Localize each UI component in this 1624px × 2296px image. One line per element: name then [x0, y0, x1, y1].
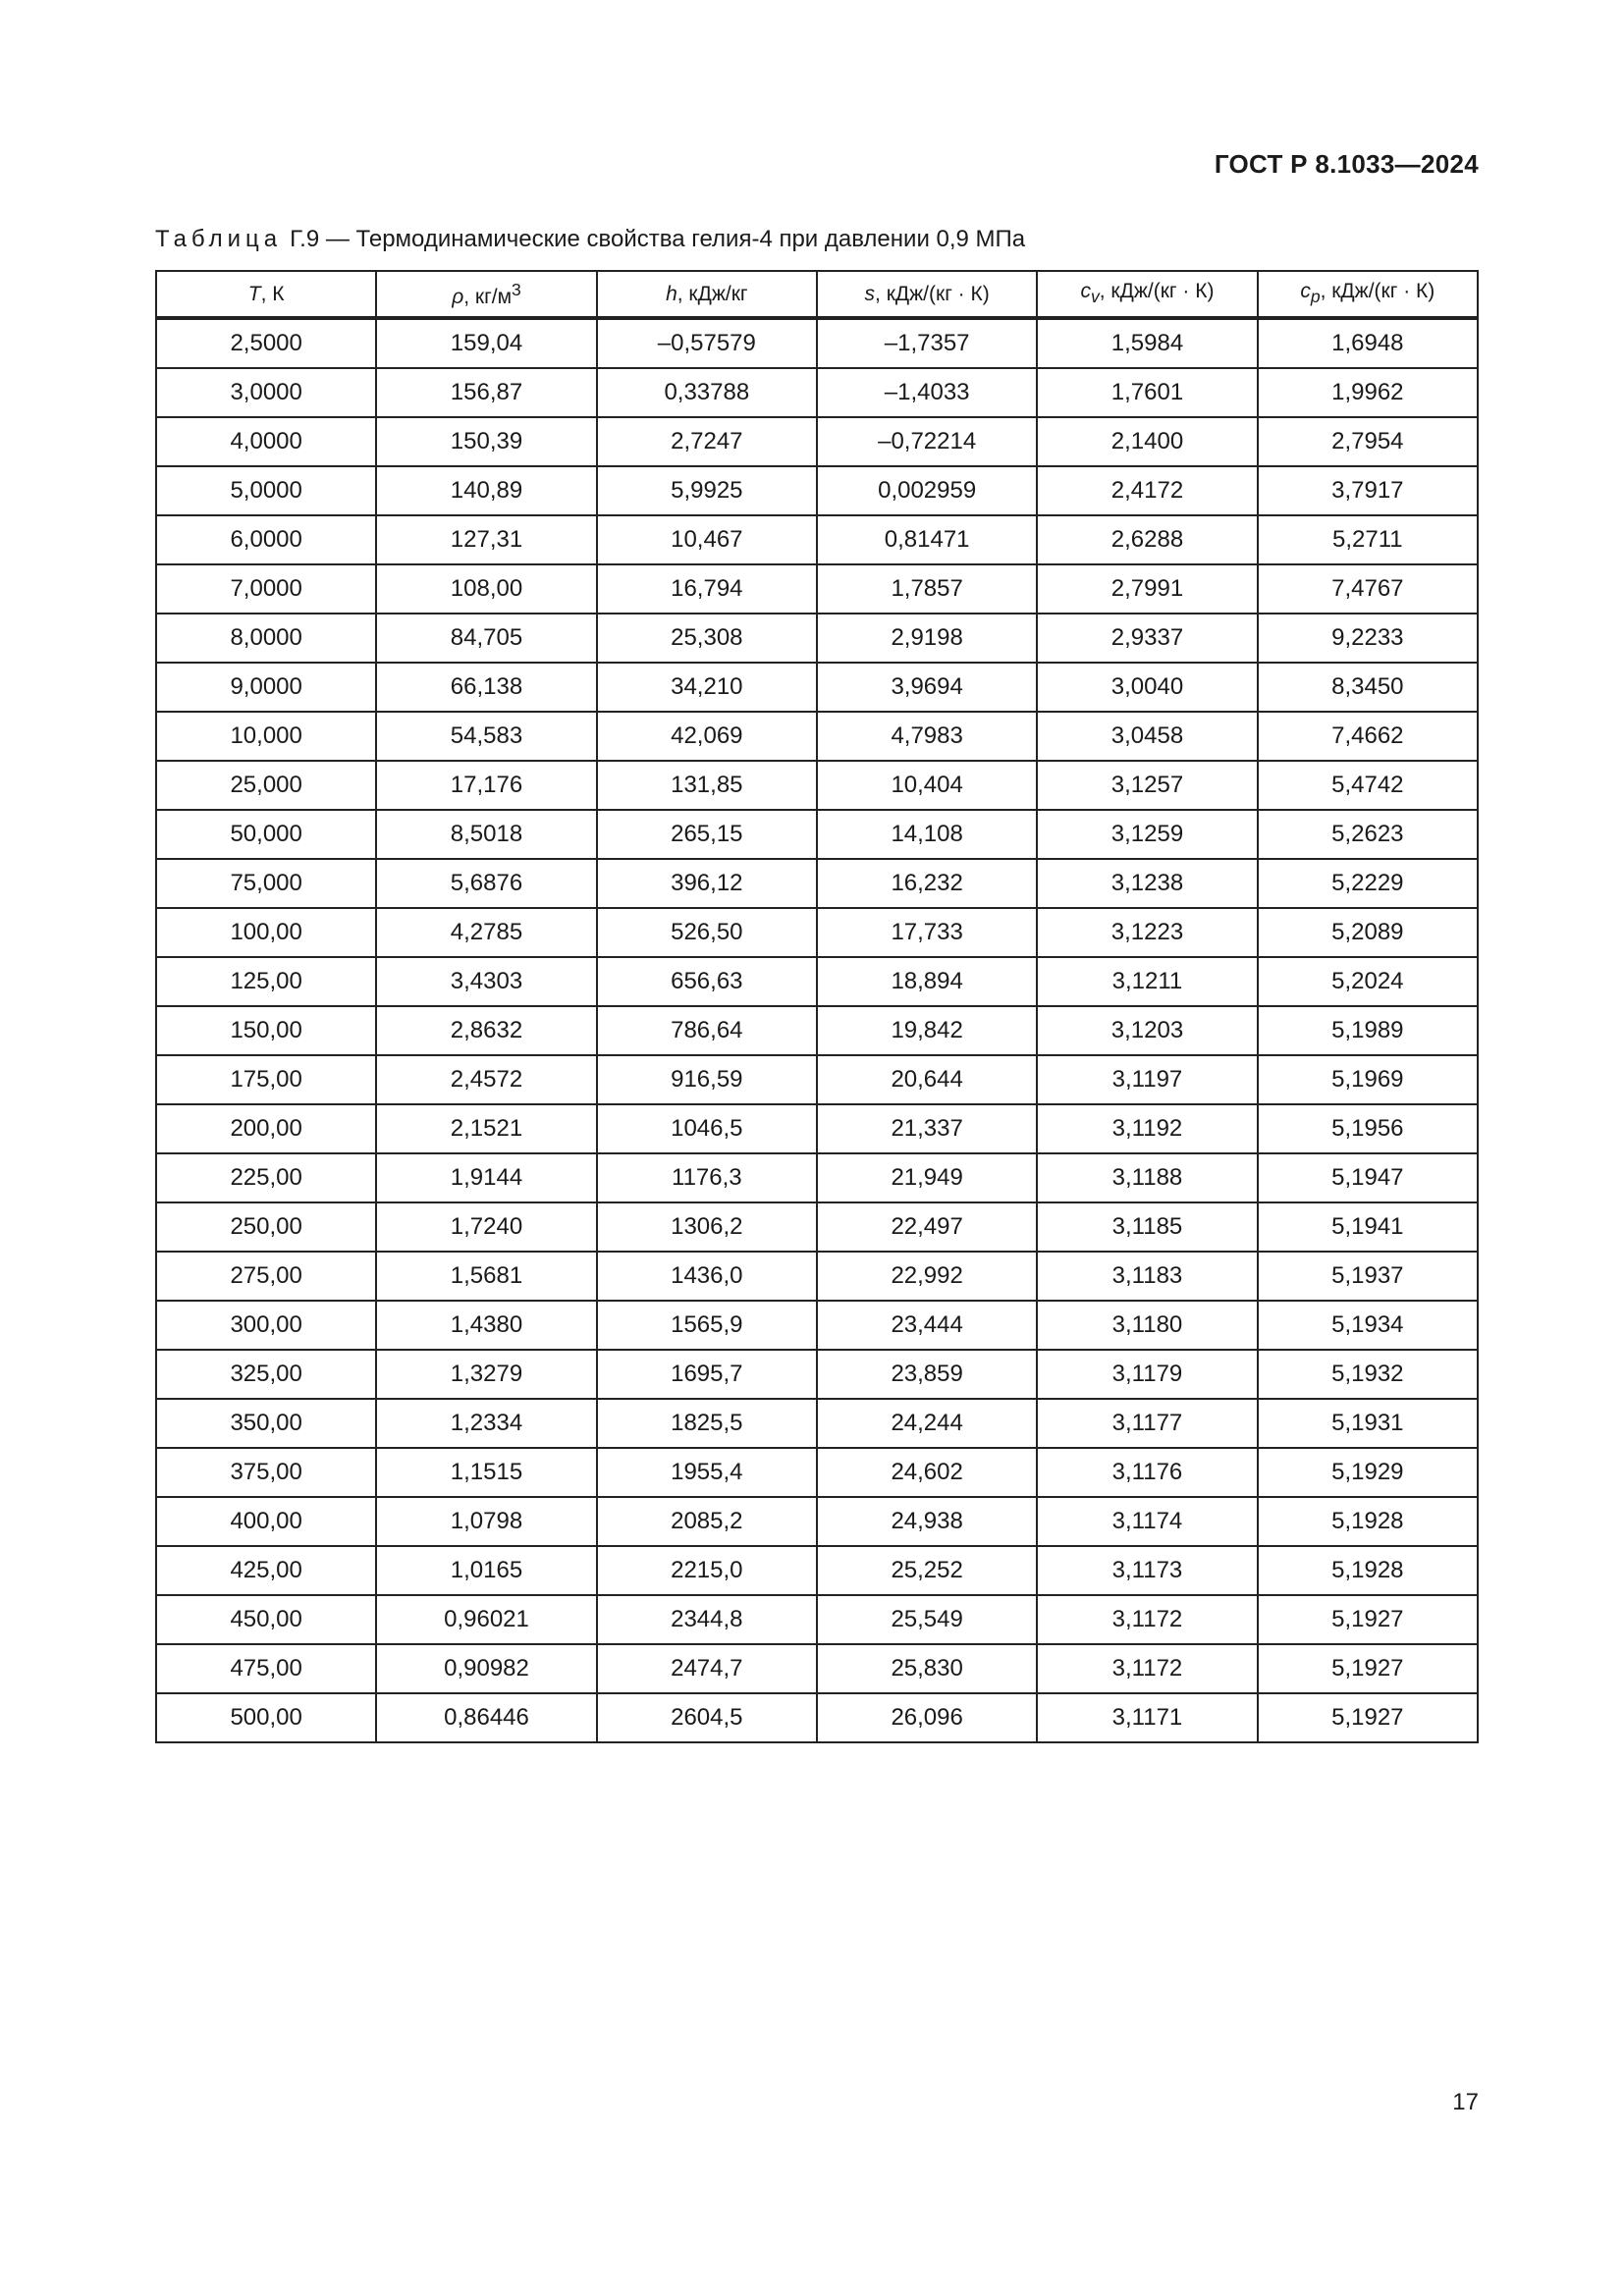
table-header-row: [156, 271, 1478, 318]
table-cell: 275,00: [156, 1252, 376, 1301]
table-cell: 2,9337: [1037, 614, 1257, 663]
table-cell: 3,1177: [1037, 1399, 1257, 1448]
table-cell: 25,252: [817, 1546, 1037, 1595]
table-cell: 1,7601: [1037, 368, 1257, 417]
table-cell: 656,63: [597, 957, 817, 1006]
table-cell: 1,6948: [1258, 318, 1478, 368]
table-cell: 1,2334: [376, 1399, 596, 1448]
table-cell: 5,1928: [1258, 1546, 1478, 1595]
table-cell: 1,3279: [376, 1350, 596, 1399]
table-cell: 5,2229: [1258, 859, 1478, 908]
table-row: [156, 318, 1478, 368]
table-cell: 24,602: [817, 1448, 1037, 1497]
table-cell: 7,4662: [1258, 712, 1478, 761]
table-cell: 34,210: [597, 663, 817, 712]
table-cell: 17,176: [376, 761, 596, 810]
table-cell: 0,90982: [376, 1644, 596, 1693]
column-subscript: v: [1091, 287, 1100, 307]
table-cell: 1,1515: [376, 1448, 596, 1497]
column-header: [376, 271, 596, 318]
table-row: [156, 1104, 1478, 1153]
table-cell: 1,7240: [376, 1202, 596, 1252]
table-row: [156, 1644, 1478, 1693]
table-cell: 6,0000: [156, 515, 376, 564]
table-cell: 5,6876: [376, 859, 596, 908]
table-cell: 1695,7: [597, 1350, 817, 1399]
table-row: [156, 515, 1478, 564]
table-cell: 2,7247: [597, 417, 817, 466]
table-cell: 5,1947: [1258, 1153, 1478, 1202]
table-cell: 175,00: [156, 1055, 376, 1104]
table-cell: –0,72214: [817, 417, 1037, 466]
table-cell: 8,0000: [156, 614, 376, 663]
table-cell: 265,15: [597, 810, 817, 859]
table-row: [156, 1448, 1478, 1497]
table-cell: 0,81471: [817, 515, 1037, 564]
table-cell: 5,2623: [1258, 810, 1478, 859]
table-cell: 10,467: [597, 515, 817, 564]
table-cell: 5,1929: [1258, 1448, 1478, 1497]
table-cell: 3,4303: [376, 957, 596, 1006]
table-row: [156, 1399, 1478, 1448]
table-cell: 25,830: [817, 1644, 1037, 1693]
table-cell: 75,000: [156, 859, 376, 908]
table-caption: [155, 226, 1025, 253]
table-row: [156, 1202, 1478, 1252]
table-cell: 325,00: [156, 1350, 376, 1399]
table-cell: 3,1180: [1037, 1301, 1257, 1350]
table-row: [156, 810, 1478, 859]
table-cell: 526,50: [597, 908, 817, 957]
table-cell: 2,7954: [1258, 417, 1478, 466]
table-row: [156, 1055, 1478, 1104]
table-cell: 2,9198: [817, 614, 1037, 663]
table-cell: 475,00: [156, 1644, 376, 1693]
table-row: [156, 1252, 1478, 1301]
table-cell: 3,1203: [1037, 1006, 1257, 1055]
table-cell: 1,9144: [376, 1153, 596, 1202]
table-cell: 1306,2: [597, 1202, 817, 1252]
table-cell: 225,00: [156, 1153, 376, 1202]
table-cell: 916,59: [597, 1055, 817, 1104]
table-cell: 5,1956: [1258, 1104, 1478, 1153]
table-cell: 3,1174: [1037, 1497, 1257, 1546]
column-symbol: ρ: [452, 285, 464, 308]
table-cell: 131,85: [597, 761, 817, 810]
table-cell: 5,1927: [1258, 1595, 1478, 1644]
table-cell: 3,9694: [817, 663, 1037, 712]
column-header: [1037, 271, 1257, 318]
table-cell: 3,1223: [1037, 908, 1257, 957]
properties-table: [155, 270, 1479, 1743]
table-cell: 3,0458: [1037, 712, 1257, 761]
table-cell: 54,583: [376, 712, 596, 761]
table-caption-label: Таблица: [155, 226, 283, 252]
table-cell: 140,89: [376, 466, 596, 515]
table-cell: 159,04: [376, 318, 596, 368]
table-cell: 5,1937: [1258, 1252, 1478, 1301]
column-symbol: c: [1080, 280, 1091, 303]
table-cell: 5,2024: [1258, 957, 1478, 1006]
table-cell: 150,00: [156, 1006, 376, 1055]
column-symbol: c: [1300, 280, 1311, 303]
table-cell: 2085,2: [597, 1497, 817, 1546]
table-cell: 0,33788: [597, 368, 817, 417]
table-cell: 4,7983: [817, 712, 1037, 761]
table-cell: 3,0000: [156, 368, 376, 417]
table-cell: 1825,5: [597, 1399, 817, 1448]
table-row: [156, 1693, 1478, 1742]
column-header: [156, 271, 376, 318]
table-cell: 2,1400: [1037, 417, 1257, 466]
table-cell: 2344,8: [597, 1595, 817, 1644]
table-cell: 21,949: [817, 1153, 1037, 1202]
table-cell: 8,5018: [376, 810, 596, 859]
table-row: [156, 1153, 1478, 1202]
column-unit: , кДж/(кг · К): [1099, 280, 1215, 303]
table-cell: 16,232: [817, 859, 1037, 908]
table-cell: 5,0000: [156, 466, 376, 515]
table-cell: 14,108: [817, 810, 1037, 859]
table-cell: 1,4380: [376, 1301, 596, 1350]
table-cell: 3,7917: [1258, 466, 1478, 515]
table-cell: 5,1927: [1258, 1693, 1478, 1742]
table-cell: 3,1176: [1037, 1448, 1257, 1497]
table-cell: 3,1183: [1037, 1252, 1257, 1301]
table-cell: 18,894: [817, 957, 1037, 1006]
table-cell: 2215,0: [597, 1546, 817, 1595]
table-row: [156, 712, 1478, 761]
table-cell: 24,244: [817, 1399, 1037, 1448]
column-symbol: T: [247, 282, 261, 305]
table-row: [156, 663, 1478, 712]
table-cell: 2,7991: [1037, 564, 1257, 614]
column-symbol: h: [666, 282, 677, 305]
column-subscript: p: [1310, 287, 1321, 307]
table-cell: 19,842: [817, 1006, 1037, 1055]
table-cell: 5,1931: [1258, 1399, 1478, 1448]
table-cell: 396,12: [597, 859, 817, 908]
table-row: [156, 1006, 1478, 1055]
table-row: [156, 859, 1478, 908]
table-cell: 22,992: [817, 1252, 1037, 1301]
table-cell: 4,2785: [376, 908, 596, 957]
table-cell: 1,5984: [1037, 318, 1257, 368]
page-number: 17: [1452, 2089, 1479, 2115]
table-cell: 9,0000: [156, 663, 376, 712]
table-cell: 25,549: [817, 1595, 1037, 1644]
table-cell: 5,9925: [597, 466, 817, 515]
table-row: [156, 957, 1478, 1006]
table-cell: –1,4033: [817, 368, 1037, 417]
table-cell: 3,1172: [1037, 1595, 1257, 1644]
table-cell: 3,0040: [1037, 663, 1257, 712]
column-symbol: s: [864, 282, 876, 305]
table-cell: 500,00: [156, 1693, 376, 1742]
table-cell: 8,3450: [1258, 663, 1478, 712]
table-cell: 21,337: [817, 1104, 1037, 1153]
table-cell: 4,0000: [156, 417, 376, 466]
table-cell: 3,1185: [1037, 1202, 1257, 1252]
table-cell: 425,00: [156, 1546, 376, 1595]
table-cell: 2,4572: [376, 1055, 596, 1104]
table-cell: 16,794: [597, 564, 817, 614]
table-cell: 3,1172: [1037, 1644, 1257, 1693]
table-row: [156, 1497, 1478, 1546]
table-cell: 5,1989: [1258, 1006, 1478, 1055]
table-cell: 350,00: [156, 1399, 376, 1448]
table-cell: 42,069: [597, 712, 817, 761]
table-cell: 2604,5: [597, 1693, 817, 1742]
table-cell: 125,00: [156, 957, 376, 1006]
table-cell: 1955,4: [597, 1448, 817, 1497]
table-cell: 84,705: [376, 614, 596, 663]
table-row: [156, 1301, 1478, 1350]
table-cell: 1,0165: [376, 1546, 596, 1595]
table-cell: 3,1211: [1037, 957, 1257, 1006]
table-cell: 156,87: [376, 368, 596, 417]
table-row: [156, 1595, 1478, 1644]
table-cell: 17,733: [817, 908, 1037, 957]
table-cell: 66,138: [376, 663, 596, 712]
table-cell: 2,1521: [376, 1104, 596, 1153]
table-cell: –1,7357: [817, 318, 1037, 368]
table-cell: 0,86446: [376, 1693, 596, 1742]
table-cell: 24,938: [817, 1497, 1037, 1546]
table-cell: 26,096: [817, 1693, 1037, 1742]
table-cell: 0,002959: [817, 466, 1037, 515]
table-cell: 1,5681: [376, 1252, 596, 1301]
table-cell: 400,00: [156, 1497, 376, 1546]
table-cell: 2,5000: [156, 318, 376, 368]
table-cell: 7,4767: [1258, 564, 1478, 614]
table-row: [156, 614, 1478, 663]
table-cell: 25,308: [597, 614, 817, 663]
table-cell: 23,859: [817, 1350, 1037, 1399]
column-unit: , кДж/кг: [677, 282, 748, 305]
table-row: [156, 908, 1478, 957]
table-cell: 22,497: [817, 1202, 1037, 1252]
table-cell: 3,1197: [1037, 1055, 1257, 1104]
table-cell: 2,4172: [1037, 466, 1257, 515]
column-header: [1258, 271, 1478, 318]
table-cell: 3,1179: [1037, 1350, 1257, 1399]
table-cell: 2474,7: [597, 1644, 817, 1693]
table-cell: 7,0000: [156, 564, 376, 614]
table-cell: 5,1941: [1258, 1202, 1478, 1252]
table-cell: 5,1969: [1258, 1055, 1478, 1104]
table-cell: 375,00: [156, 1448, 376, 1497]
table-row: [156, 564, 1478, 614]
table-cell: 5,2089: [1258, 908, 1478, 957]
table-cell: 200,00: [156, 1104, 376, 1153]
table-cell: 100,00: [156, 908, 376, 957]
table-cell: 2,6288: [1037, 515, 1257, 564]
table-cell: 5,2711: [1258, 515, 1478, 564]
table-cell: 2,8632: [376, 1006, 596, 1055]
table-cell: 1046,5: [597, 1104, 817, 1153]
table-cell: 9,2233: [1258, 614, 1478, 663]
table-cell: 5,4742: [1258, 761, 1478, 810]
table-cell: 108,00: [376, 564, 596, 614]
table-cell: 3,1171: [1037, 1693, 1257, 1742]
table-cell: 300,00: [156, 1301, 376, 1350]
table-cell: 3,1257: [1037, 761, 1257, 810]
column-unit: , К: [260, 282, 285, 305]
table-cell: 23,444: [817, 1301, 1037, 1350]
table-body: [156, 318, 1478, 1742]
document-id: ГОСТ Р 8.1033—2024: [1214, 149, 1479, 179]
table-cell: 1176,3: [597, 1153, 817, 1202]
table-row: [156, 1546, 1478, 1595]
table-cell: 3,1259: [1037, 810, 1257, 859]
column-header: [817, 271, 1037, 318]
column-header: [597, 271, 817, 318]
table-row: [156, 761, 1478, 810]
column-unit: , кДж/(кг · К): [1320, 280, 1435, 303]
table-cell: 5,1934: [1258, 1301, 1478, 1350]
column-superscript: 3: [512, 279, 521, 299]
table-cell: 5,1932: [1258, 1350, 1478, 1399]
table-cell: 3,1188: [1037, 1153, 1257, 1202]
table-cell: 450,00: [156, 1595, 376, 1644]
table-cell: 1436,0: [597, 1252, 817, 1301]
table-cell: 3,1192: [1037, 1104, 1257, 1153]
table-cell: 3,1238: [1037, 859, 1257, 908]
table-cell: 1,0798: [376, 1497, 596, 1546]
table-cell: 25,000: [156, 761, 376, 810]
table-row: [156, 466, 1478, 515]
column-unit: , кДж/(кг · К): [875, 282, 990, 305]
table-cell: 10,000: [156, 712, 376, 761]
table-cell: 150,39: [376, 417, 596, 466]
table-cell: 0,96021: [376, 1595, 596, 1644]
table-cell: 250,00: [156, 1202, 376, 1252]
table-cell: 5,1928: [1258, 1497, 1478, 1546]
column-unit: , кг/м: [463, 285, 513, 308]
table-row: [156, 417, 1478, 466]
table-cell: 10,404: [817, 761, 1037, 810]
table-cell: –0,57579: [597, 318, 817, 368]
table-cell: 3,1173: [1037, 1546, 1257, 1595]
table-row: [156, 368, 1478, 417]
table-cell: 50,000: [156, 810, 376, 859]
table-cell: 5,1927: [1258, 1644, 1478, 1693]
table-cell: 786,64: [597, 1006, 817, 1055]
table-row: [156, 1350, 1478, 1399]
table-cell: 1,7857: [817, 564, 1037, 614]
table-caption-text: Г.9 — Термодинамические свойства гелия-4 при давлении 0,9 МПа: [290, 226, 1026, 252]
table-cell: 1,9962: [1258, 368, 1478, 417]
table-cell: 127,31: [376, 515, 596, 564]
table-cell: 1565,9: [597, 1301, 817, 1350]
table-cell: 20,644: [817, 1055, 1037, 1104]
